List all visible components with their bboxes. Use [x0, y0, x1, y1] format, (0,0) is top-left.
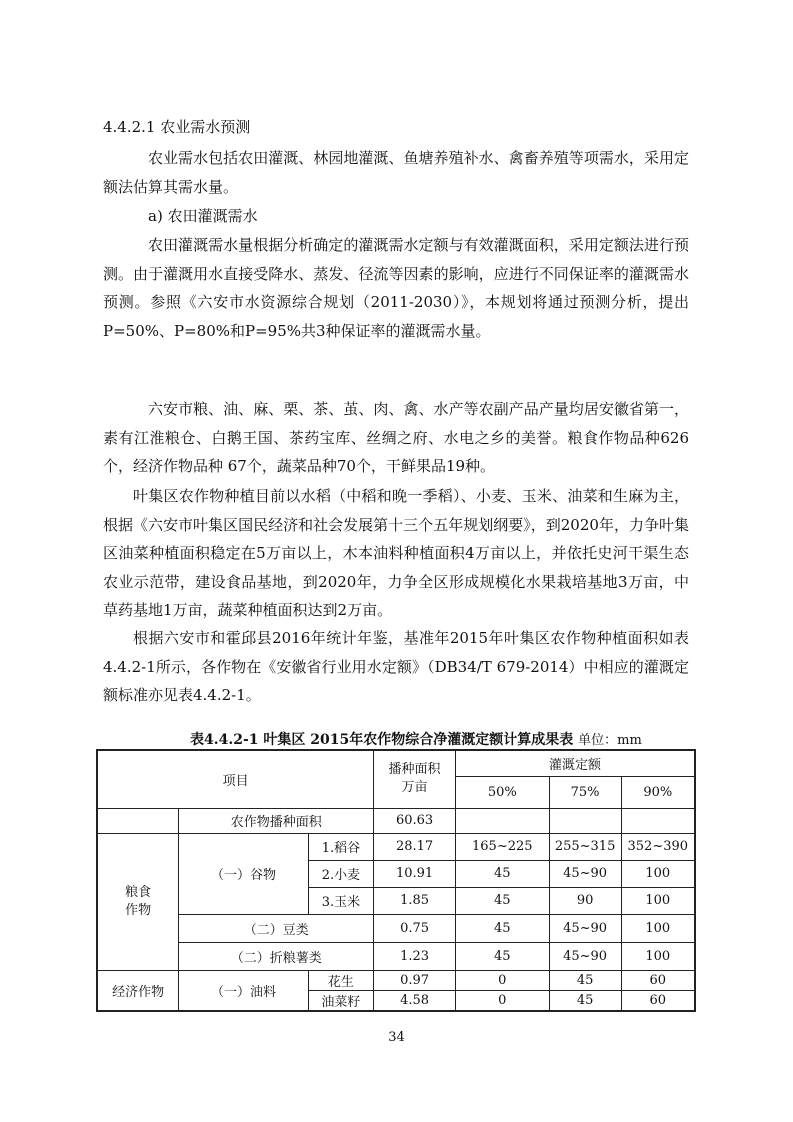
cell-empty — [549, 808, 621, 833]
rapeseed-p75: 45 — [549, 990, 621, 1011]
paragraph-luan-products: 六安市粮、油、麻、栗、茶、茧、肉、禽、水产等农副产品产量均居安徽省第一，素有江淮粮仓、白鹅王国、茶药宝库、丝绸之府、水电之乡的美誉。粮食作物品种626个，经济作物品种 67个，蔬菜品种70个，干鲜果品19种。 — [103, 400, 689, 475]
header-p75: 75% — [549, 776, 621, 808]
peanut-p75: 45 — [549, 970, 621, 990]
beans-area: 0.75 — [374, 914, 456, 942]
grain-crops-label: 粮食作物 — [97, 833, 179, 970]
corn-p50: 45 — [455, 887, 549, 914]
beans-p75: 45~90 — [549, 914, 621, 942]
corn-p90: 100 — [621, 887, 695, 914]
rapeseed-p90: 60 — [621, 990, 695, 1011]
peanut-p90: 60 — [621, 970, 695, 990]
tubers-p50: 45 — [455, 942, 549, 970]
header-p50: 50% — [455, 776, 549, 808]
paragraph-table-reference: 根据六安市和霍邱县2016年统计年鉴，基准年2015年叶集区农作物种植面积如表 4.4.2-1所示，各作物在《安徽省行业用水定额》（DB34/T 679-2014）中相应的灌溉定额标准亦见表4.4.2-1。 — [103, 629, 689, 704]
header-item: 项目 — [97, 750, 374, 808]
peanut-p50: 0 — [455, 970, 549, 990]
corn-name: 3.玉米 — [308, 887, 374, 914]
tubers-p90: 100 — [621, 942, 695, 970]
peanut-name: 花生 — [308, 970, 374, 990]
corn-area: 1.85 — [374, 887, 456, 914]
wheat-p50: 45 — [455, 860, 549, 887]
peanut-area: 0.97 — [374, 970, 456, 990]
rice-name: 1.稻谷 — [308, 833, 374, 860]
beans-p90: 100 — [621, 914, 695, 942]
section-heading: 4.4.2.1 农业需水预测 — [103, 118, 251, 136]
paragraph-yeji-crops: 叶集区农作物种植目前以水稻（中稻和晚一季稻）、小麦、玉米、油菜和生麻为主，根据《六安市叶集区国民经济和社会发展第十三个五年规划纲要》，到2020年，力争叶集区油菜种植面积稳定在5万亩以上，木本油料种植面积4万亩以上，并依托史河干渠生态农业示范带，建设食品基地，到2020年，力争全区形成规模化水果栽培基地3万亩，中草药基地1万亩，蔬菜种植面积达到2万亩。 — [103, 487, 689, 619]
cereal-label: （一）谷物 — [179, 833, 308, 914]
rice-p50: 165~225 — [455, 833, 549, 860]
header-quota: 灌溉定额 — [455, 750, 695, 776]
tubers-name: （二）折粮薯类 — [179, 942, 374, 970]
tubers-area: 1.23 — [374, 942, 456, 970]
paragraph-agri-demand: 农业需水包括农田灌溉、林园地灌溉、鱼塘养殖补水、禽畜养殖等项需水，采用定额法估算其需水量。 — [103, 149, 689, 196]
wheat-p90: 100 — [621, 860, 695, 887]
corn-p75: 90 — [549, 887, 621, 914]
rapeseed-name: 油菜籽 — [308, 990, 374, 1011]
rapeseed-p50: 0 — [455, 990, 549, 1011]
wheat-area: 10.91 — [374, 860, 456, 887]
table-caption — [190, 729, 642, 749]
econ-crops-label: 经济作物 — [97, 970, 179, 1011]
irrigation-quota-table — [96, 749, 696, 1012]
tubers-p75: 45~90 — [549, 942, 621, 970]
wheat-p75: 45~90 — [549, 860, 621, 887]
rapeseed-area: 4.58 — [374, 990, 456, 1011]
table-caption-title: 表4.4.2-1 叶集区 2015年农作物综合净灌溉定额计算成果表 — [190, 732, 574, 748]
wheat-name: 2.小麦 — [308, 860, 374, 887]
cell-empty — [455, 808, 549, 833]
page-number: 34 — [388, 1030, 405, 1045]
header-area: 播种面积万亩 — [374, 750, 456, 808]
total-area-value: 60.63 — [374, 808, 456, 833]
oil-crops-label: （一）油料 — [179, 970, 308, 1011]
cell-empty — [97, 808, 179, 833]
subheading-irrigation: a) 农田灌溉需水 — [148, 207, 258, 225]
total-area-label: 农作物播种面积 — [179, 808, 374, 833]
rice-area: 28.17 — [374, 833, 456, 860]
beans-p50: 45 — [455, 914, 549, 942]
table-unit: 单位：mm — [578, 733, 642, 748]
header-p90: 90% — [621, 776, 695, 808]
paragraph-irrigation-method: 农田灌溉需水量根据分析确定的灌溉需水定额与有效灌溉面积，采用定额法进行预测。由于灌溉用水直接受降水、蒸发、径流等因素的影响，应进行不同保证率的灌溉需水预测。参照《六安市水资源综合规划（2011-2030）》，本规划将通过预测分析，提出P=50%、P=80%和P=95%共3种保证率的灌溉需水量。 — [103, 236, 689, 340]
beans-name: （二）豆类 — [179, 914, 374, 942]
rice-p75: 255~315 — [549, 833, 621, 860]
cell-empty — [621, 808, 695, 833]
rice-p90: 352~390 — [621, 833, 695, 860]
